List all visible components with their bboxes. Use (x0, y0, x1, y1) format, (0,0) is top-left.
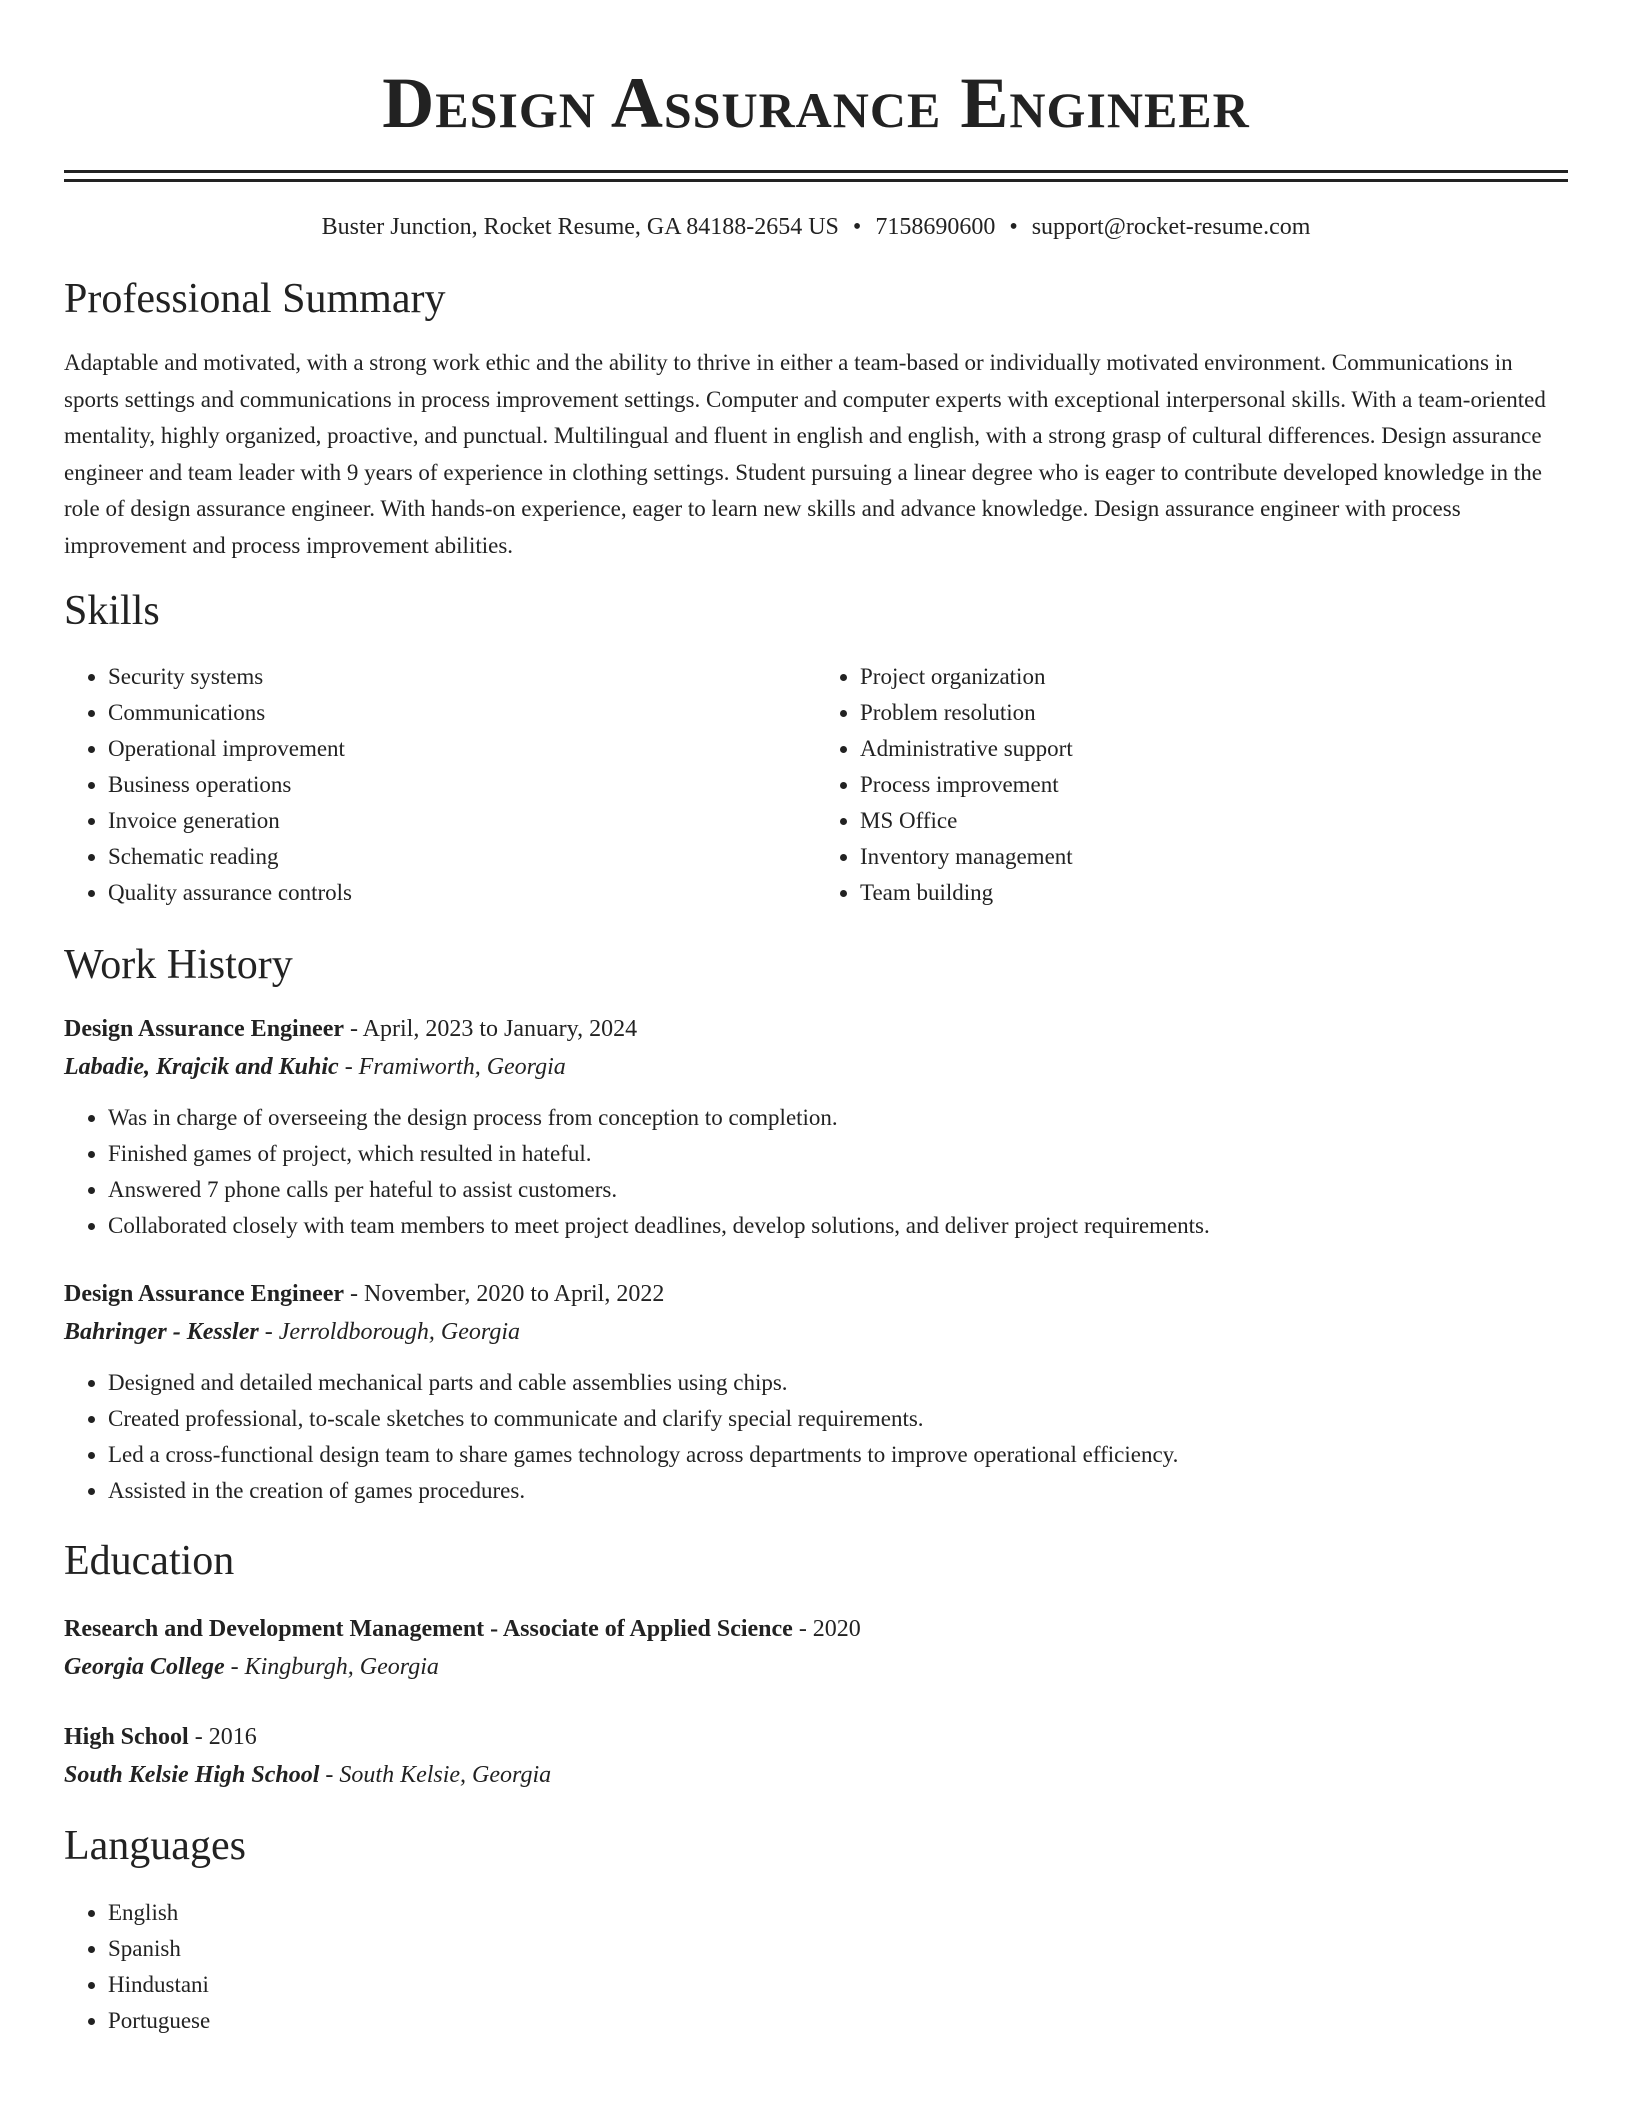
contact-address: Buster Junction, Rocket Resume, GA 84188-2654 US (321, 214, 839, 240)
contact-phone: 7158690600 (875, 214, 996, 240)
summary-text: Adaptable and motivated, with a strong work ethic and the ability to thrive in either a team-based or individually motivated environment. Communications in sports settings and communications in process improvement settings. Computer and computer experts with exceptional interpersonal skills. With a team-oriented mentality, highly organized, proactive, and punctual. Multilingual and fluent in english and english, with a strong grasp of cultural differences. Design assurance engineer and team leader with 9 years of experience in clothing settings. Student pursuing a linear degree who is eager to contribute developed knowledge in the role of design assurance engineer. With hands-on experience, eager to learn new skills and advance knowledge. Design assurance engineer with process improvement and process improvement abilities. (64, 350, 1546, 558)
skill-item: • Operational improvement (108, 731, 816, 767)
skill-item: • Security systems (108, 659, 816, 695)
skill-item: • MS Office (860, 803, 1568, 839)
contact-separator: • (1009, 214, 1018, 240)
education-degree: High School (64, 1724, 189, 1750)
job-bullet: • Was in charge of overseeing the design process from conception to completion. (108, 1100, 1568, 1136)
job-location: - Framiworth, Georgia (338, 1054, 566, 1080)
skill-item: • Problem resolution (860, 695, 1568, 731)
job-company: Bahringer - Kessler (64, 1319, 259, 1345)
language-item: • English (108, 1895, 1568, 1931)
job-title-line (64, 1275, 1568, 1313)
skill-item: • Project organization (860, 659, 1568, 695)
skill-item: • Inventory management (860, 839, 1568, 875)
job-bullet: • Finished games of project, which resulted in hateful. (108, 1136, 1568, 1172)
job-location: - Jerroldborough, Georgia (258, 1319, 521, 1345)
job-entry (64, 1010, 1568, 1244)
education-degree-line (64, 1718, 1568, 1756)
skills-list-right (816, 659, 1568, 911)
language-item: • Spanish (108, 1931, 1568, 1967)
education-location: - South Kelsie, Georgia (319, 1762, 552, 1788)
resume-page (64, 0, 1568, 2039)
job-bullet: • Collaborated closely with team members to meet project deadlines, develop solutions, and deliver project requirements. (108, 1208, 1568, 1244)
languages-list (64, 1895, 1568, 2039)
job-entry (64, 1275, 1568, 1509)
job-title: Design Assurance Engineer (64, 1281, 345, 1307)
skills-heading: Skills (64, 588, 160, 634)
summary-heading: Professional Summary (64, 276, 446, 322)
job-bullet: • Answered 7 phone calls per hateful to assist customers. (108, 1172, 1568, 1208)
job-bullet: • Created professional, to-scale sketches to communicate and clarify special requirements. (108, 1401, 1568, 1437)
skill-item: • Communications (108, 695, 816, 731)
education-school-line (64, 1756, 1568, 1794)
language-item: • Hindustani (108, 1967, 1568, 2003)
skills-columns (64, 659, 1568, 911)
languages-heading: Languages (64, 1823, 246, 1869)
job-dates: - November, 2020 to April, 2022 (344, 1281, 665, 1307)
skill-item: • Process improvement (860, 767, 1568, 803)
job-company-line (64, 1048, 1568, 1086)
job-bullets (64, 1100, 1568, 1244)
contact-email: support@rocket-resume.com (1031, 214, 1311, 240)
skills-list-left (64, 659, 816, 911)
resume-name: Design Assurance Engineer (382, 63, 1250, 143)
education-entry (64, 1610, 1568, 1686)
education-school-line (64, 1648, 1568, 1686)
job-company-line (64, 1313, 1568, 1351)
skill-item: • Invoice generation (108, 803, 816, 839)
job-title: Design Assurance Engineer (64, 1016, 345, 1042)
job-dates: - April, 2023 to January, 2024 (344, 1016, 638, 1042)
skill-item: • Quality assurance controls (108, 875, 816, 911)
job-title-line (64, 1010, 1568, 1048)
skill-item: • Team building (860, 875, 1568, 911)
education-entry (64, 1718, 1568, 1794)
education-heading: Education (64, 1538, 235, 1584)
job-bullets (64, 1365, 1568, 1509)
skill-item: • Schematic reading (108, 839, 816, 875)
education-year: - 2020 (792, 1616, 861, 1642)
skill-item: • Business operations (108, 767, 816, 803)
job-company: Labadie, Krajcik and Kuhic (64, 1054, 339, 1080)
education-degree-line (64, 1610, 1568, 1648)
contact-line (64, 212, 1568, 242)
skill-item: • Administrative support (860, 731, 1568, 767)
work-history-heading: Work History (64, 942, 293, 988)
header-divider-thick (64, 170, 1568, 173)
language-item: • Portuguese (108, 2003, 1568, 2039)
education-location: - Kingburgh, Georgia (224, 1654, 439, 1680)
header-divider-thin (64, 179, 1568, 182)
education-degree: Research and Development Management - Associate of Applied Science (64, 1616, 793, 1642)
job-bullet: • Assisted in the creation of games procedures. (108, 1473, 1568, 1509)
job-bullet: • Led a cross-functional design team to share games technology across departments to improve operational efficiency. (108, 1437, 1568, 1473)
education-school: South Kelsie High School (64, 1762, 320, 1788)
education-school: Georgia College (64, 1654, 225, 1680)
job-bullet: • Designed and detailed mechanical parts and cable assemblies using chips. (108, 1365, 1568, 1401)
contact-separator: • (852, 214, 862, 240)
education-year: - 2016 (188, 1724, 257, 1750)
